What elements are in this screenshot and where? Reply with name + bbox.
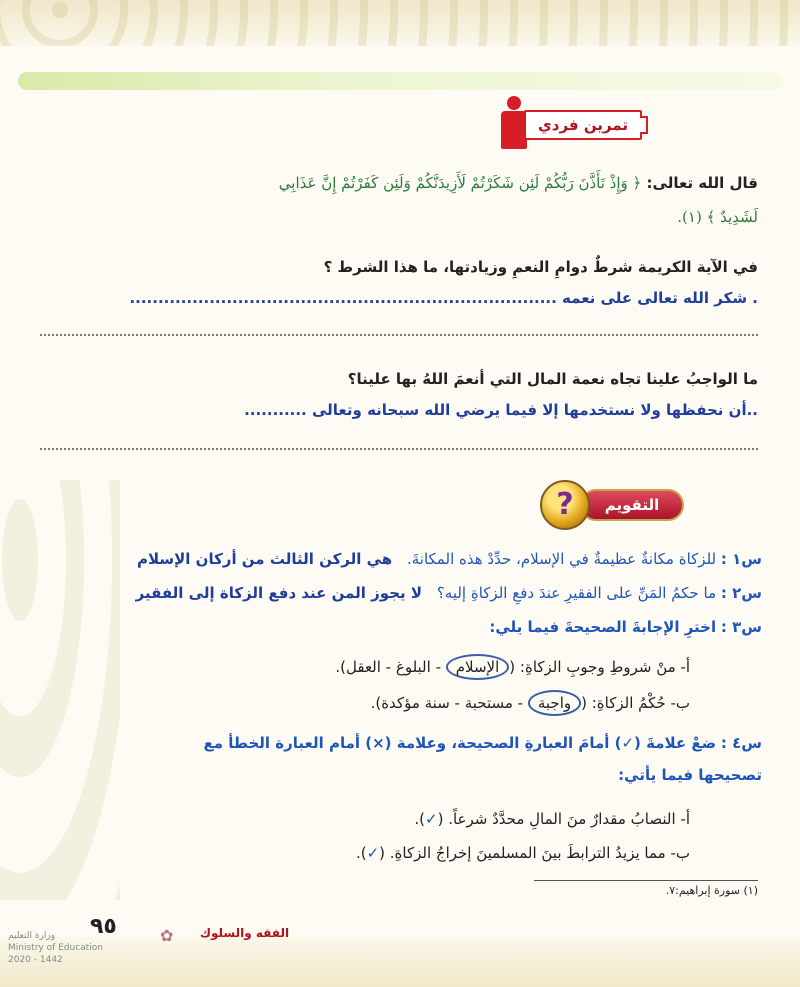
q-answer: هي الركن الثالث من أركان الإسلام xyxy=(136,550,393,568)
dotted-line xyxy=(40,334,758,336)
statement-b-end: ). xyxy=(355,844,367,862)
option-b-prefix: ب- حُكْمُ الزكاةِ: ( xyxy=(581,694,690,712)
side-ornament xyxy=(0,480,120,900)
q-number: س٢ : xyxy=(720,584,762,602)
q-answer: لا يجوز المن عند دفع الزكاة إلى الفقير xyxy=(135,584,423,602)
assessment-badge-label: التقويم xyxy=(580,489,684,521)
question-mark-icon: ? xyxy=(540,480,590,530)
assessment-q4-line2: تصحيحها فيما يأتي: xyxy=(618,766,762,784)
q-text: ضعْ علامةَ (✓) أمامَ العبارةِ الصحيحة، وعلامة (×) أمام العبارة الخطأ مع xyxy=(203,734,717,752)
assessment-badge xyxy=(540,480,690,530)
assessment-q1 xyxy=(20,546,762,572)
statement-b xyxy=(356,840,690,866)
assessment-q4 xyxy=(20,730,762,756)
check-mark: ✓ xyxy=(425,810,438,828)
circled-answer: الإسلام xyxy=(446,654,510,680)
footnote: (١) سورة إبراهيم:٧. xyxy=(665,884,758,897)
quote-ayah-1: ﴿ وَإِذْ تَأَذَّنَ رَبُّكُمْ لَئِن شَكَرْتُمْ لَأَزِيدَنَّكُمْ وَلَئِن كَفَرْتُمْ إِنَّ عَذَابِي xyxy=(278,174,642,192)
ministry-logo xyxy=(8,930,103,966)
assessment-q3 xyxy=(20,614,762,640)
option-b xyxy=(371,690,690,716)
quote-intro: قال الله تعالى: xyxy=(641,174,758,192)
q-number: س١ : xyxy=(720,550,762,568)
circled-answer: واجبة xyxy=(528,690,581,716)
dotted-line xyxy=(40,448,758,450)
ministry-name: وزارة التعليم xyxy=(8,931,56,941)
question-2: ما الواجبُ علينا تجاه نعمة المال التي أنعمَ اللهُ بها علينا؟ xyxy=(347,370,758,388)
assessment-q2 xyxy=(20,580,762,606)
footer-title: الفقه والسلوك xyxy=(200,926,290,940)
option-a-rest: - البلوغ - العقل). xyxy=(335,658,446,676)
exercise-badge xyxy=(490,94,650,154)
option-a-prefix: أ- منْ شروطِ وجوبِ الزكاةِ: ( xyxy=(509,658,690,676)
q-number: س٤ : xyxy=(720,734,762,752)
bottom-ornament xyxy=(0,937,800,987)
answer-1: . شكر الله تعالى على نعمه ........................................................................... xyxy=(129,289,758,307)
option-b-rest: - مستحبة - سنة مؤكدة). xyxy=(370,694,528,712)
answer-2: ..أن نحفظها ولا نستخدمها إلا فيما يرضي الله سبحانه وتعالى ........... xyxy=(244,401,758,419)
q-text: اخترِ الإجابةَ الصحيحةَ فيما يلي: xyxy=(489,618,717,636)
footnote-divider xyxy=(534,880,758,881)
check-mark: ✓ xyxy=(366,844,380,862)
top-ornament xyxy=(0,0,800,46)
statement-a-end: ). xyxy=(414,810,425,828)
q-text: ما حكمُ المَنِّ على الفقيرِ عندَ دفعِ الزكاةِ إليه؟ xyxy=(436,584,717,602)
flower-icon: ✿ xyxy=(160,926,174,945)
question-1: في الآية الكريمة شرطٌ دوامِ النعمِ وزيادتها، ما هذا الشرط ؟ xyxy=(323,258,758,276)
q-number: س٣ : xyxy=(720,618,762,636)
quote-line-1 xyxy=(40,170,758,196)
header-band xyxy=(18,72,782,90)
q-text: للزكاة مكانةٌ عظيمةٌ في الإسلام، حدِّدْ هذه المكانةَ. xyxy=(407,550,717,568)
page-number: ٩٥ xyxy=(90,914,117,939)
statement-a xyxy=(414,806,690,832)
exercise-badge-label: تمرين فردي xyxy=(524,110,642,140)
ministry-sub: Ministry of Education xyxy=(8,943,103,953)
option-a xyxy=(335,654,690,680)
quote-ayah-2: لَشَدِيدٌ ﴾ (١). xyxy=(677,208,758,226)
statement-b-text: ب- مما يزيدُ الترابطَ بينَ المسلمينَ إخراجُ الزكاةِ. ( xyxy=(379,844,690,862)
statement-a-text: أ- النصابُ مقدارٌ منَ المالِ محدَّدٌ شرعاً. ( xyxy=(437,810,690,828)
ministry-year: 2020 - 1442 xyxy=(8,955,63,965)
